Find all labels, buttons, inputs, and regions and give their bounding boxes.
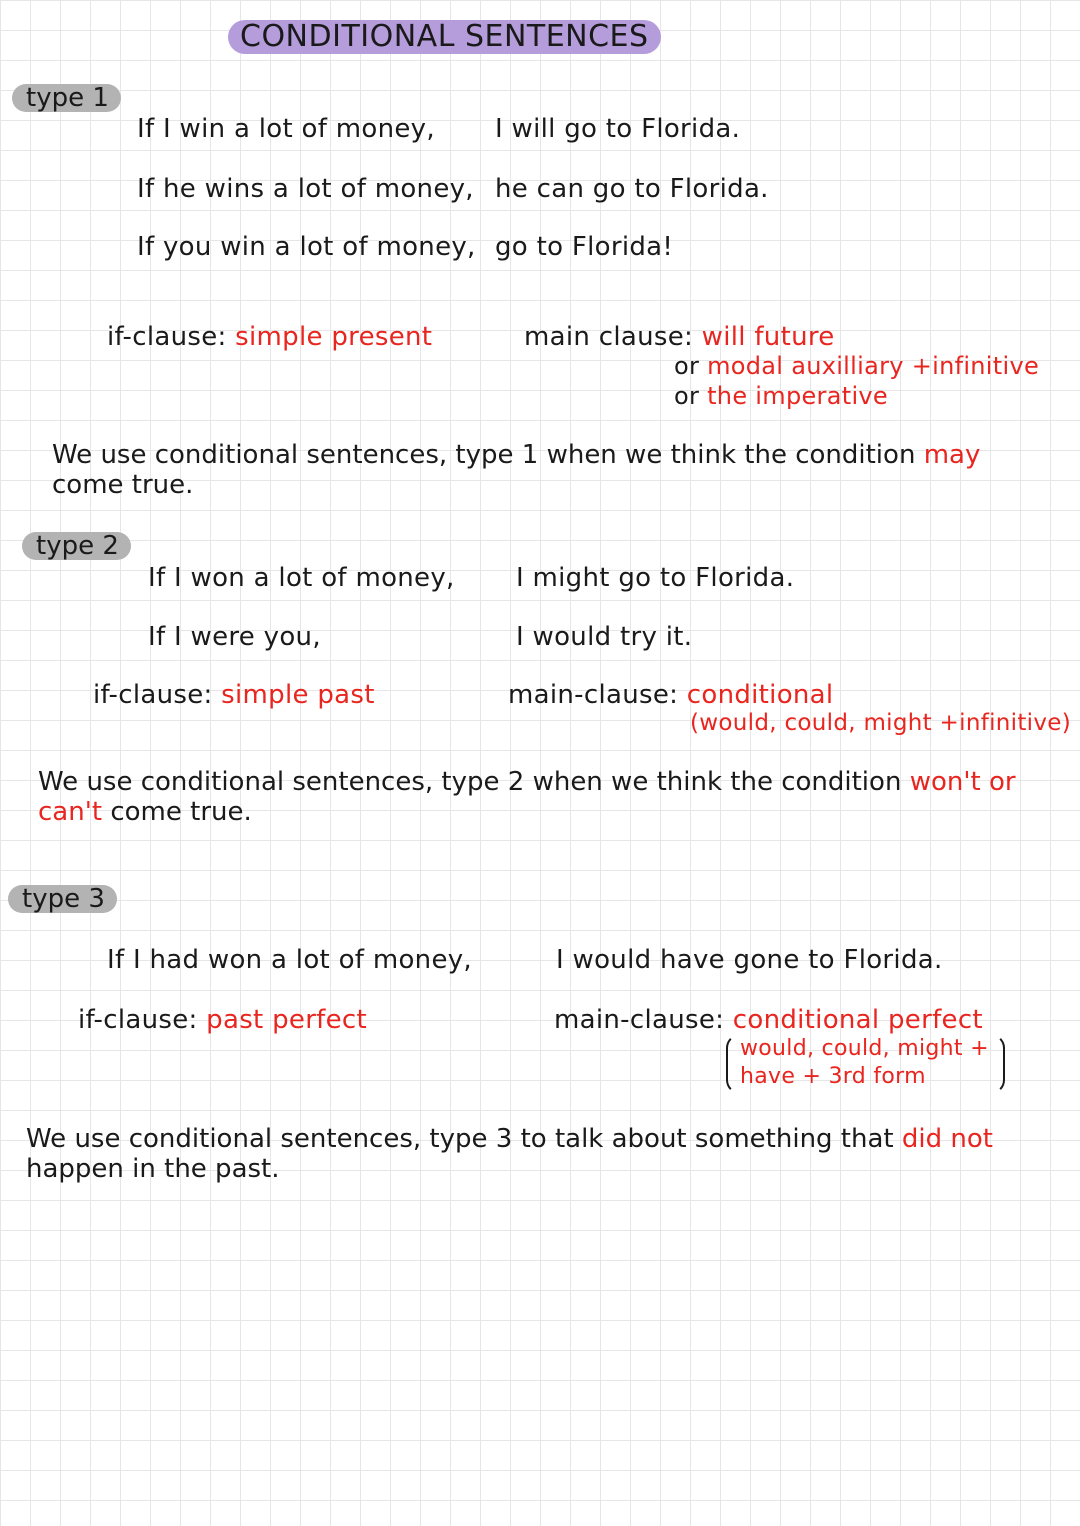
type-1-example-1-if: If I win a lot of money, xyxy=(137,114,435,144)
type-1-or-imperative xyxy=(674,382,888,410)
type-2-if-clause xyxy=(93,680,375,710)
page-title: CONDITIONAL SENTENCES xyxy=(228,20,661,54)
or-prefix: or xyxy=(674,352,700,380)
type-2-main-clause-detail: (would, could, might +infinitive) xyxy=(690,710,1071,736)
note-text: We use conditional sentences, type 2 when we think the condition xyxy=(38,767,902,797)
type-1-or-modal xyxy=(674,352,1039,380)
note-text-end: come true. xyxy=(52,470,194,500)
or-prefix: or xyxy=(674,382,700,410)
note-text: We use conditional sentences, type 3 to talk about something that xyxy=(26,1124,894,1154)
note-highlight: won't or can't xyxy=(38,767,1016,827)
main-clause-value: conditional xyxy=(686,680,834,710)
or-value: modal auxilliary +infinitive xyxy=(707,352,1040,380)
type-2-example-1-if: If I won a lot of money, xyxy=(148,563,455,593)
main-clause-label: main-clause: xyxy=(554,1005,725,1035)
type-2-badge: type 2 xyxy=(22,532,131,560)
type-1-example-1-main: I will go to Florida. xyxy=(495,114,741,144)
type-2-main-clause xyxy=(508,680,833,710)
if-clause-value: simple past xyxy=(221,680,375,710)
type-3-badge: type 3 xyxy=(8,885,117,913)
type-3-detail-line-2: have + 3rd form xyxy=(740,1064,926,1089)
main-clause-label: main-clause: xyxy=(508,680,679,710)
type-1-badge: type 1 xyxy=(12,84,121,112)
note-text: We use conditional sentences, type 1 when we think the condition xyxy=(52,440,916,470)
main-clause-label: main clause: xyxy=(524,322,694,352)
type-1-main-clause xyxy=(524,322,835,352)
type-3-if-clause xyxy=(78,1005,367,1035)
type-3-example-1-if: If I had won a lot of money, xyxy=(107,945,472,975)
type-2-note xyxy=(38,767,1053,827)
if-clause-label: if-clause: xyxy=(78,1005,198,1035)
note-text-end: come true. xyxy=(110,797,252,827)
if-clause-value: past perfect xyxy=(206,1005,368,1035)
type-2-example-1-main: I might go to Florida. xyxy=(516,563,795,593)
if-clause-label: if-clause: xyxy=(93,680,213,710)
type-1-example-2-if: If he wins a lot of money, xyxy=(137,174,474,204)
note-highlight: may xyxy=(923,440,981,470)
type-3-main-clause xyxy=(554,1005,983,1035)
type-3-note xyxy=(26,1124,1056,1184)
type-2-example-2-if: If I were you, xyxy=(148,622,321,652)
type-3-detail-line-1: would, could, might + xyxy=(740,1036,989,1061)
if-clause-label: if-clause: xyxy=(107,322,227,352)
type-1-example-3-if: If you win a lot of money, xyxy=(137,232,476,262)
type-1-note xyxy=(52,440,1052,500)
type-1-if-clause xyxy=(107,322,432,352)
type-1-example-3-main: go to Florida! xyxy=(495,232,674,262)
main-clause-value: conditional perfect xyxy=(732,1005,983,1035)
main-clause-value: will future xyxy=(701,322,835,352)
note-text-end: happen in the past. xyxy=(26,1154,280,1184)
type-2-example-2-main: I would try it. xyxy=(516,622,693,652)
type-3-example-1-main: I would have gone to Florida. xyxy=(556,945,943,975)
if-clause-value: simple present xyxy=(235,322,433,352)
or-value: the imperative xyxy=(707,382,888,410)
type-1-example-2-main: he can go to Florida. xyxy=(495,174,769,204)
note-highlight: did not xyxy=(901,1124,993,1154)
